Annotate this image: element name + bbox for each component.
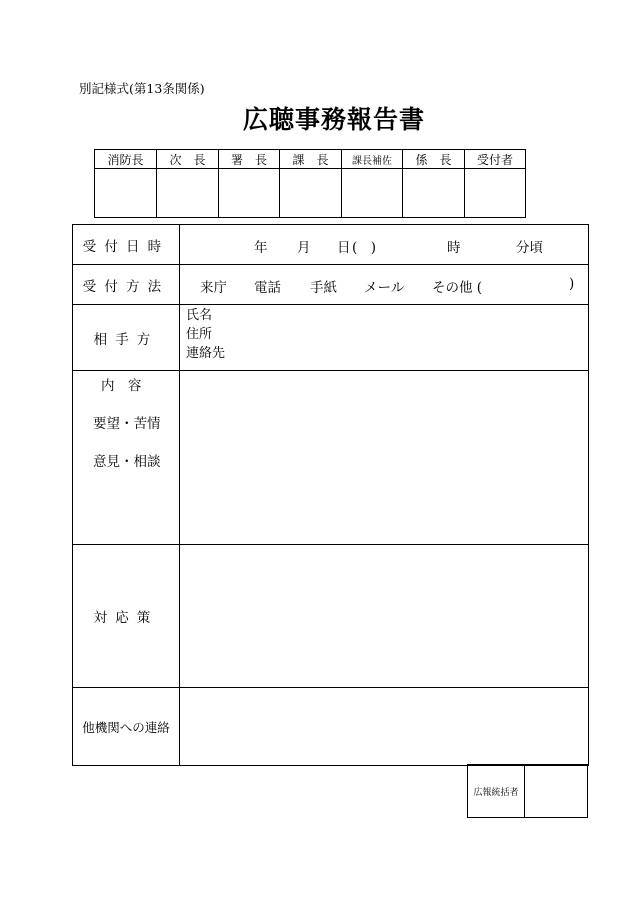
reception-datetime-field[interactable] (180, 225, 589, 265)
approval-header-unit-chief: 係 長 (403, 150, 465, 169)
stamp-box-unit-chief[interactable] (403, 169, 465, 218)
row-response (73, 545, 589, 688)
content-label-line3: 意見・相談 (93, 454, 161, 470)
document-title: 広聴事務報告書 (242, 105, 425, 134)
minute-label: 分頃 (516, 240, 543, 256)
stamp-box-section-chief[interactable] (280, 169, 342, 218)
pr-supervisor-box (467, 764, 588, 818)
method-option-visit[interactable]: 来庁 (200, 280, 227, 296)
stamp-box-station-chief[interactable] (219, 169, 280, 218)
month-label: 月 (297, 240, 311, 256)
approval-header-fire-chief: 消防長 (95, 150, 157, 169)
year-label: 年 (254, 240, 268, 256)
reception-method-field[interactable] (180, 265, 589, 305)
approval-stamp-row (95, 169, 526, 218)
content-label-line2: 要望・苦情 (93, 416, 161, 432)
hour-label: 時 (447, 240, 461, 256)
content-field[interactable] (180, 371, 589, 545)
report-table (72, 224, 589, 766)
weekday-paren: ( ) (352, 240, 377, 256)
stamp-box-receiver[interactable] (465, 169, 526, 218)
stamp-box-fire-chief[interactable] (95, 169, 157, 218)
method-option-phone[interactable]: 電話 (254, 280, 281, 296)
liaison-label: 他機関への連絡 (73, 688, 180, 766)
approval-header-row (95, 150, 526, 169)
approval-header-station-chief: 署 長 (219, 150, 280, 169)
method-option-email[interactable]: メール (364, 280, 405, 296)
stamp-box-deputy-chief[interactable] (157, 169, 219, 218)
row-liaison (73, 688, 589, 766)
reception-method-label: 受付方法 (73, 265, 180, 305)
approval-header-receiver: 受付者 (465, 150, 526, 169)
counterpart-label: 相手方 (73, 305, 180, 371)
method-option-other-close: ) (569, 276, 575, 292)
approval-stamp-table (94, 149, 526, 218)
row-reception-datetime (73, 225, 589, 265)
pr-supervisor-stamp[interactable] (525, 765, 588, 818)
approval-header-deputy-chief: 次 長 (157, 150, 219, 169)
counterpart-contact-label: 連絡先 (186, 346, 226, 361)
liaison-field[interactable] (180, 688, 589, 766)
day-label: 日 (337, 240, 351, 256)
row-content (73, 371, 589, 545)
counterpart-name-label: 氏名 (186, 308, 213, 323)
response-field[interactable] (180, 545, 589, 688)
counterpart-address-label: 住所 (186, 327, 213, 342)
method-option-letter[interactable]: 手紙 (310, 280, 337, 296)
reception-datetime-label: 受付日時 (73, 225, 180, 265)
form-label: 別記様式(第13条関係) (79, 81, 205, 96)
approval-header-assistant-chief: 課長補佐 (342, 150, 403, 169)
response-label: 対応策 (73, 545, 180, 688)
row-reception-method (73, 265, 589, 305)
content-label-line1: 内 容 (101, 378, 142, 394)
content-label (73, 371, 180, 545)
counterpart-field[interactable] (180, 305, 589, 371)
row-counterpart (73, 305, 589, 371)
pr-supervisor-label: 広報統括者 (468, 765, 525, 818)
method-option-other[interactable]: その他 ( (432, 280, 483, 296)
approval-header-section-chief: 課 長 (280, 150, 342, 169)
stamp-box-assistant-chief[interactable] (342, 169, 403, 218)
